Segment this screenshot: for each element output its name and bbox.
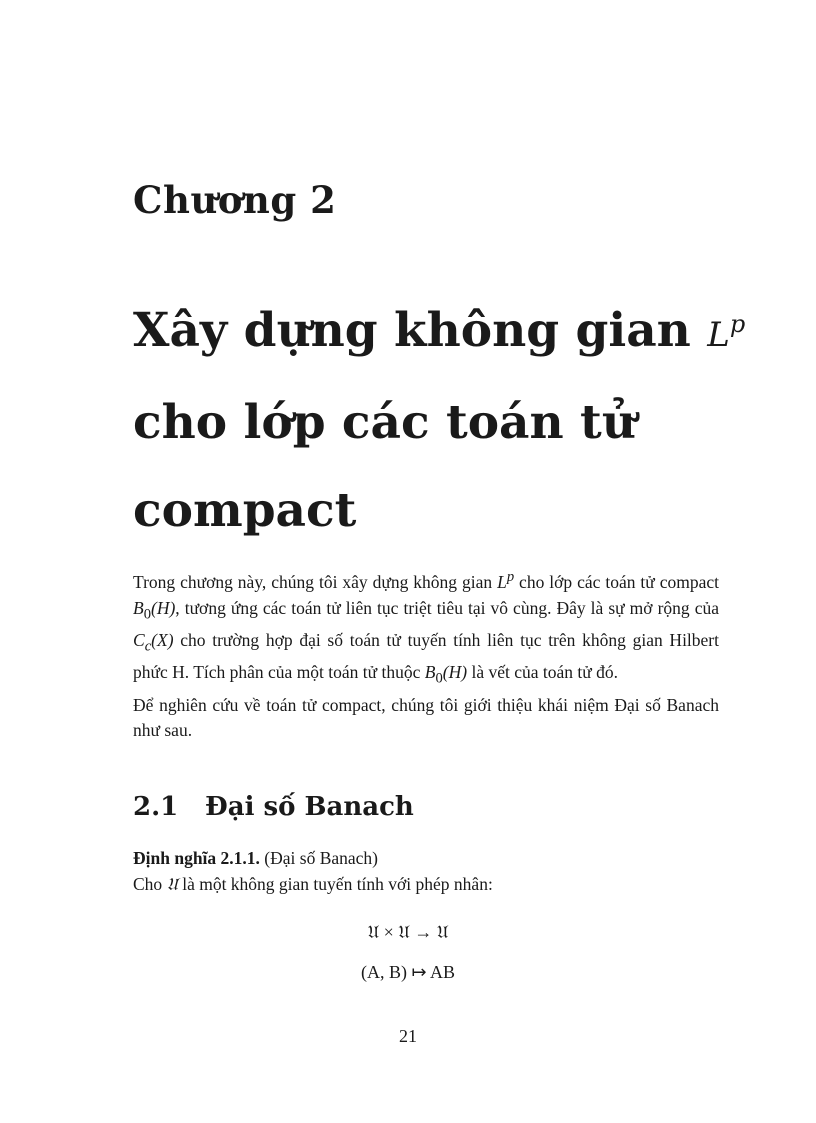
section-title: Đại số Banach <box>205 792 414 822</box>
intro-text <box>133 565 719 744</box>
definition-name: (Đại số Banach) <box>259 848 379 868</box>
section-heading <box>133 792 414 822</box>
chapter-title <box>133 280 753 555</box>
algebra-symbol: 𝔘 <box>166 874 178 895</box>
intro-paragraph-1: Trong chương này, chúng tôi xây dựng không gian $L^p$ cho lớp các toán tử compact $B_0(H)$, tương ứng các toán tử liên tục triệt tiêu tại vô cùng. Đây là sự mở rộng của $C_c(X)$ cho trường hợp đại số toán tử tuyến tính liên tục trên không gian Hilbert phức H. Tích phân của một toán tử thuộc $B_0(H)$ là vết của toán tử đó. <box>133 569 719 687</box>
chapter-title-line-1: Xây dựng không gian $L^p$ <box>133 303 746 358</box>
chapter-title-line-2: cho lớp các toán tử <box>133 395 636 450</box>
page-number: 21 <box>399 1026 417 1046</box>
title-math-lp: $L^p$ <box>707 310 746 355</box>
chapter-title-line-3: compact <box>133 483 357 538</box>
definition-text: Cho 𝔘 là một không gian tuyến tính với phép nhân: <box>133 873 493 895</box>
math-ccx: $C_c(X)$ <box>133 629 174 655</box>
definition-heading <box>133 846 719 872</box>
chapter-label: Chương 2 <box>133 178 337 222</box>
definition-label: Định nghĩa 2.1.1. <box>133 848 260 868</box>
math-b0h-2: $B_0(H)$ <box>424 662 468 687</box>
section-number: 2.1 <box>133 792 179 822</box>
definition-block <box>133 846 719 899</box>
intro-paragraph-2: Để nghiên cứu về toán tử compact, chúng tôi giới thiệu khái niệm Đại số Banach như sau. <box>133 694 719 741</box>
equation-product-rule: (A, B) ↦ AB <box>360 962 456 982</box>
math-lp: $L^p$ <box>497 569 515 592</box>
equation-product-map: 𝔘 × 𝔘 → 𝔘 <box>367 922 449 942</box>
math-b0h: $B_0(H)$ <box>133 597 176 623</box>
